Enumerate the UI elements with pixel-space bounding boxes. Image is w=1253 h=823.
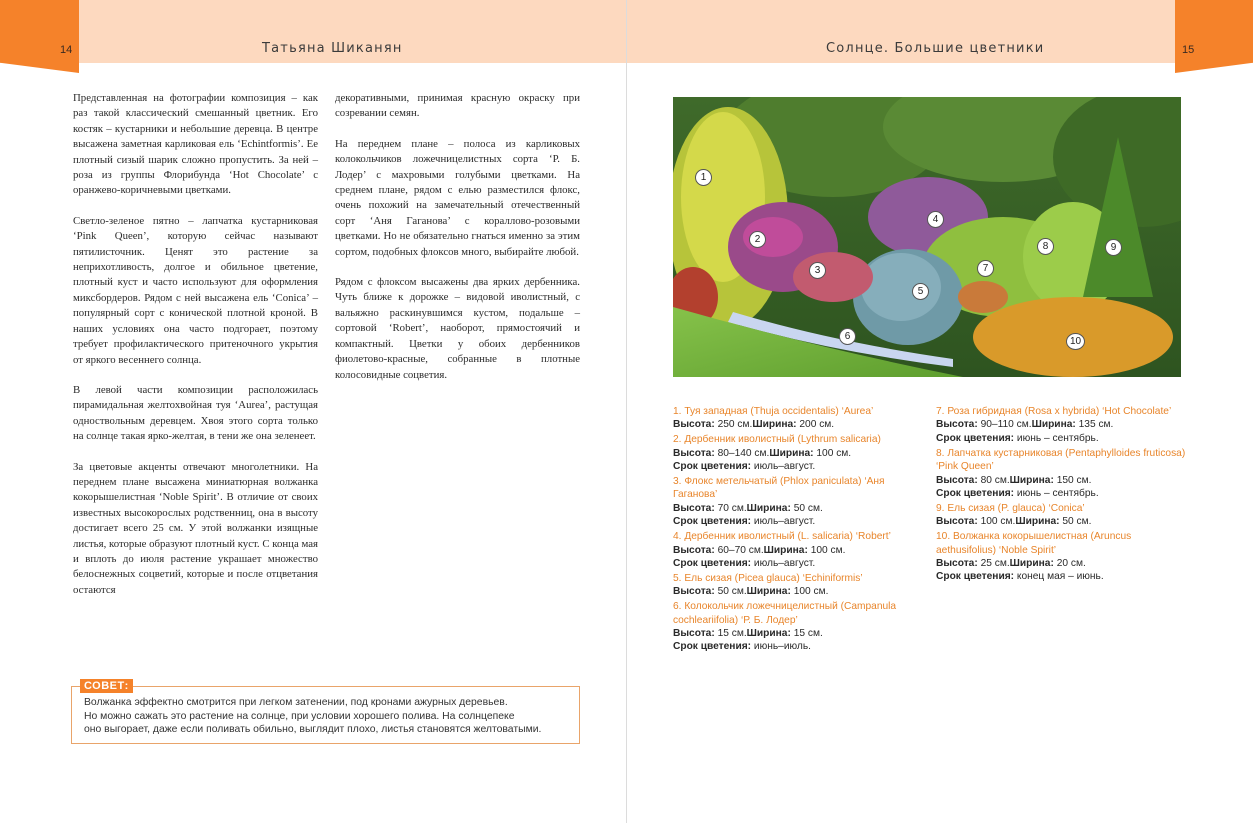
- legend-entry: [673, 433, 923, 473]
- legend-entry-row: [936, 487, 1186, 500]
- legend-label: Срок цветения:: [673, 557, 752, 569]
- legend-entry-row: [936, 557, 1186, 570]
- legend-entry-row: [673, 544, 923, 557]
- legend-value: июль–август.: [751, 461, 816, 473]
- legend-value: 70 см.: [714, 502, 747, 514]
- legend-entry: [673, 530, 923, 570]
- tip-line: Но можно сажать это растение на солнце, при условии хорошего полива. На солнцепеке: [84, 710, 515, 722]
- legend-label: Ширина:: [763, 544, 808, 556]
- tip-line: оно выгорает, даже если поливать обильно, выглядит плохо, листья становятся желтоватыми.: [84, 724, 542, 735]
- photo-marker-5: 5: [912, 283, 929, 300]
- paragraph: В левой части композиции расположилась пирамидальная желтохвойная туя ‘Aurea’, растущая одноствольным деревцем. Хвоя этого сорта только на солнце такая ярко-желтая, в тени же она зеленеет.: [73, 383, 318, 443]
- photo-marker-3: 3: [809, 262, 826, 279]
- legend-value: 80–140 см.: [714, 447, 770, 459]
- page-tab-right: [1175, 0, 1253, 73]
- legend-value: 80 см.: [977, 474, 1010, 486]
- legend-entry-title: 9. Ель сизая (P. glauca) ‘Conica’: [936, 502, 1085, 514]
- text-column-1: [73, 91, 318, 613]
- tip-line: Волжанка эффектно смотрится при легком затенении, под кронами ажурных деревьев.: [84, 697, 508, 708]
- legend-label: Ширина:: [752, 419, 797, 431]
- legend-value: конец мая – июнь.: [1014, 571, 1104, 583]
- photo-marker-1: 1: [695, 169, 712, 186]
- photo-marker-10: 10: [1066, 333, 1085, 350]
- photo-marker-8: 8: [1037, 238, 1054, 255]
- legend-label: Срок цветения:: [673, 461, 752, 473]
- legend-entry-row: [673, 640, 923, 653]
- legend-value: июнь–июль.: [751, 641, 812, 653]
- photo-marker-2: 2: [749, 231, 766, 248]
- legend-entry-row: [936, 570, 1186, 583]
- legend-value: июнь – сентябрь.: [1014, 487, 1099, 499]
- legend-entry-title: 10. Волжанка кокорышелистная (Aruncus aethusifolius) ‘Noble Spirit’: [936, 531, 1132, 556]
- legend-label: Высота:: [936, 474, 978, 486]
- legend-label: Высота:: [673, 419, 715, 431]
- legend-entry-row: [673, 557, 923, 570]
- chapter-title: Солнце. Большие цветники: [826, 41, 1045, 56]
- legend-label: Высота:: [673, 586, 715, 598]
- legend-label: Высота:: [936, 516, 978, 528]
- legend-entry-row: [673, 418, 923, 431]
- legend-value: 150 см.: [1053, 474, 1092, 486]
- photo-marker-9: 9: [1105, 239, 1122, 256]
- legend-entry-title: 1. Туя западная (Thuja occidentalis) ‘Aurea’: [673, 406, 874, 417]
- legend-value: 100 см.: [977, 516, 1016, 528]
- legend-entry-row: [936, 474, 1186, 487]
- legend-entry-row: [673, 627, 923, 640]
- legend-entry: [673, 600, 923, 654]
- legend-entry: [673, 572, 923, 599]
- legend-entry: [673, 405, 923, 432]
- legend-value: 135 см.: [1075, 419, 1114, 431]
- legend-entry: [936, 502, 1186, 529]
- legend-label: Срок цветения:: [673, 641, 752, 653]
- legend-label: Ширина:: [746, 586, 791, 598]
- legend-entry-row: [936, 418, 1186, 431]
- legend-entry-row: [936, 515, 1186, 528]
- paragraph: На переднем плане – полоса из карликовых колокольчиков ложечницелистных сорта ‘Р. Б. Лодер’ с махровыми голубыми цветками. На среднем плане, рядом с елью разместился флокс, очень похожий на замечательный отечественный сорт ‘Аня Гаганова’ с кораллово-розовыми цветками. Но не обязательно гнаться именно за этим сортом, подобных флоксов много, выбирайте любой.: [335, 137, 580, 258]
- paragraph: декоративными, принимая красную окраску при созревании семян.: [335, 92, 580, 120]
- plant-legend-right: [936, 405, 1186, 585]
- page-spine: [626, 0, 627, 823]
- page-number-right: 15: [1182, 44, 1195, 56]
- legend-value: 20 см.: [1053, 557, 1086, 569]
- photo-marker-7: 7: [977, 260, 994, 277]
- author-title: Татьяна Шиканян: [262, 41, 403, 56]
- legend-entry-title: 7. Роза гибридная (Rosa x hybrida) ‘Hot Chocolate’: [936, 406, 1172, 417]
- paragraph: Светло-зеленое пятно – лапчатка кустарниковая ‘Pink Queen’, которую сейчас называют пятилисточник. Ценят это растение за неприхотливость, долгое и обильное цветение, плотный куст и часто используют для оформления миксбордеров. Рядом с ней высажена ель ‘Conica’ – популярный сорт с конической плотной кроной. В наших условиях она часто подгорает, поэтому требует профилактического притеночного укрытия от яркого весеннего солнца.: [73, 214, 318, 366]
- legend-value: 15 см.: [714, 628, 747, 639]
- legend-label: Ширина:: [1015, 516, 1060, 528]
- text-column-2: [335, 91, 580, 398]
- legend-entry-row: [673, 515, 923, 528]
- legend-label: Ширина:: [1009, 557, 1054, 569]
- legend-label: Высота:: [673, 544, 715, 556]
- legend-value: 50 см.: [714, 586, 747, 598]
- legend-value: 15 см.: [790, 628, 823, 639]
- legend-value: 60–70 см.: [714, 544, 764, 556]
- legend-entry-row: [673, 502, 923, 515]
- legend-entry: [936, 405, 1186, 445]
- legend-label: Срок цветения:: [936, 487, 1015, 499]
- legend-entry: [673, 475, 923, 529]
- legend-label: Ширина:: [746, 502, 791, 514]
- legend-value: 250 см.: [714, 419, 753, 431]
- legend-label: Ширина:: [1031, 419, 1076, 431]
- legend-label: Высота:: [673, 628, 715, 639]
- photo-marker-4: 4: [927, 211, 944, 228]
- legend-value: 50 см.: [790, 502, 823, 514]
- legend-label: Высота:: [673, 447, 715, 459]
- legend-value: июнь – сентябрь.: [1014, 432, 1099, 444]
- legend-entry-row: [673, 585, 923, 598]
- page-number-left: 14: [60, 44, 73, 56]
- legend-label: Ширина:: [746, 628, 791, 639]
- legend-value: 200 см.: [796, 419, 835, 431]
- legend-label: Срок цветения:: [936, 571, 1015, 583]
- legend-value: 100 см.: [790, 586, 829, 598]
- legend-entry-title: 5. Ель сизая (Picea glauca) ‘Echiniformis’: [673, 572, 863, 584]
- legend-entry-row: [673, 447, 923, 460]
- legend-label: Высота:: [673, 502, 715, 514]
- tip-label: СОВЕТ:: [80, 679, 133, 693]
- legend-value: 100 см.: [807, 544, 846, 556]
- tip-box: [71, 680, 580, 744]
- legend-label: Высота:: [936, 419, 978, 431]
- legend-label: Ширина:: [769, 447, 814, 459]
- paragraph: За цветовые акценты отвечают многолетники. На переднем плане высажена миниатюрная волжанка кокорышелистная ‘Noble Spirit’. В отличие от своих известных высокорослых родственниц, она в высоту достигает всего 25 см. У этой волжанки изящные листья, которые образуют плотный куст. С конца мая и вплоть до июля растение украшает множество белоснежных соцветий, которые и после отцветания остаются: [73, 460, 318, 596]
- legend-entry-row: [673, 460, 923, 473]
- legend-entry-title: 2. Дербенник иволистный (Lythrum salicaria): [673, 434, 881, 446]
- garden-photo: [673, 97, 1181, 377]
- paragraph: Рядом с флоксом высажены два ярких дербенника. Чуть ближе к дорожке – видовой иволистный, с вальяжно раскинувшимся кустом, подальше – сортовой ‘Robert’, наоборот, прямостоячий и компактный. Цветки у обоих дербенников фиолетово-красные, собранные в плотные колосовидные соцветия.: [335, 276, 580, 381]
- legend-value: 50 см.: [1059, 516, 1092, 528]
- legend-entry: [936, 530, 1186, 584]
- legend-entry-row: [936, 432, 1186, 445]
- paragraph: Представленная на фотографии композиция – как раз такой классический смешанный цветник. Его костяк – кустарники и небольшие деревца. В центре высажена заметная карликовая ель ‘Echintformis’. Ее плотный сизый шарик сложно пропустить. За ней – роза из группы Флорибунда ‘Hot Chocolate’ с оранжево-коричневыми цветками.: [73, 92, 318, 197]
- legend-value: июль–август.: [751, 516, 816, 528]
- legend-label: Срок цветения:: [673, 516, 752, 528]
- legend-label: Высота:: [936, 557, 978, 569]
- page-tab-left: [0, 0, 79, 73]
- legend-entry-title: 4. Дербенник иволистный (L. salicaria) ‘Robert’: [673, 531, 891, 543]
- legend-value: 25 см.: [977, 557, 1010, 569]
- legend-value: 100 см.: [813, 447, 852, 459]
- legend-value: 90–110 см.: [977, 419, 1032, 431]
- legend-entry: [936, 447, 1186, 501]
- legend-value: июль–август.: [751, 557, 816, 569]
- plant-legend-left: [673, 405, 923, 655]
- legend-entry-title: 3. Флокс метельчатый (Phlox paniculata) ‘Аня Гаганова’: [673, 476, 885, 501]
- legend-label: Срок цветения:: [936, 432, 1015, 444]
- legend-entry-title: 8. Лапчатка кустарниковая (Pentaphylloides fruticosa) ‘Pink Queen’: [936, 447, 1186, 473]
- legend-label: Ширина:: [1009, 474, 1054, 486]
- photo-marker-6: 6: [839, 328, 856, 345]
- legend-entry-title: 6. Колокольчик ложечницелистный (Campanula cochleariifolia) ‘Р. Б. Лодер’: [673, 601, 897, 626]
